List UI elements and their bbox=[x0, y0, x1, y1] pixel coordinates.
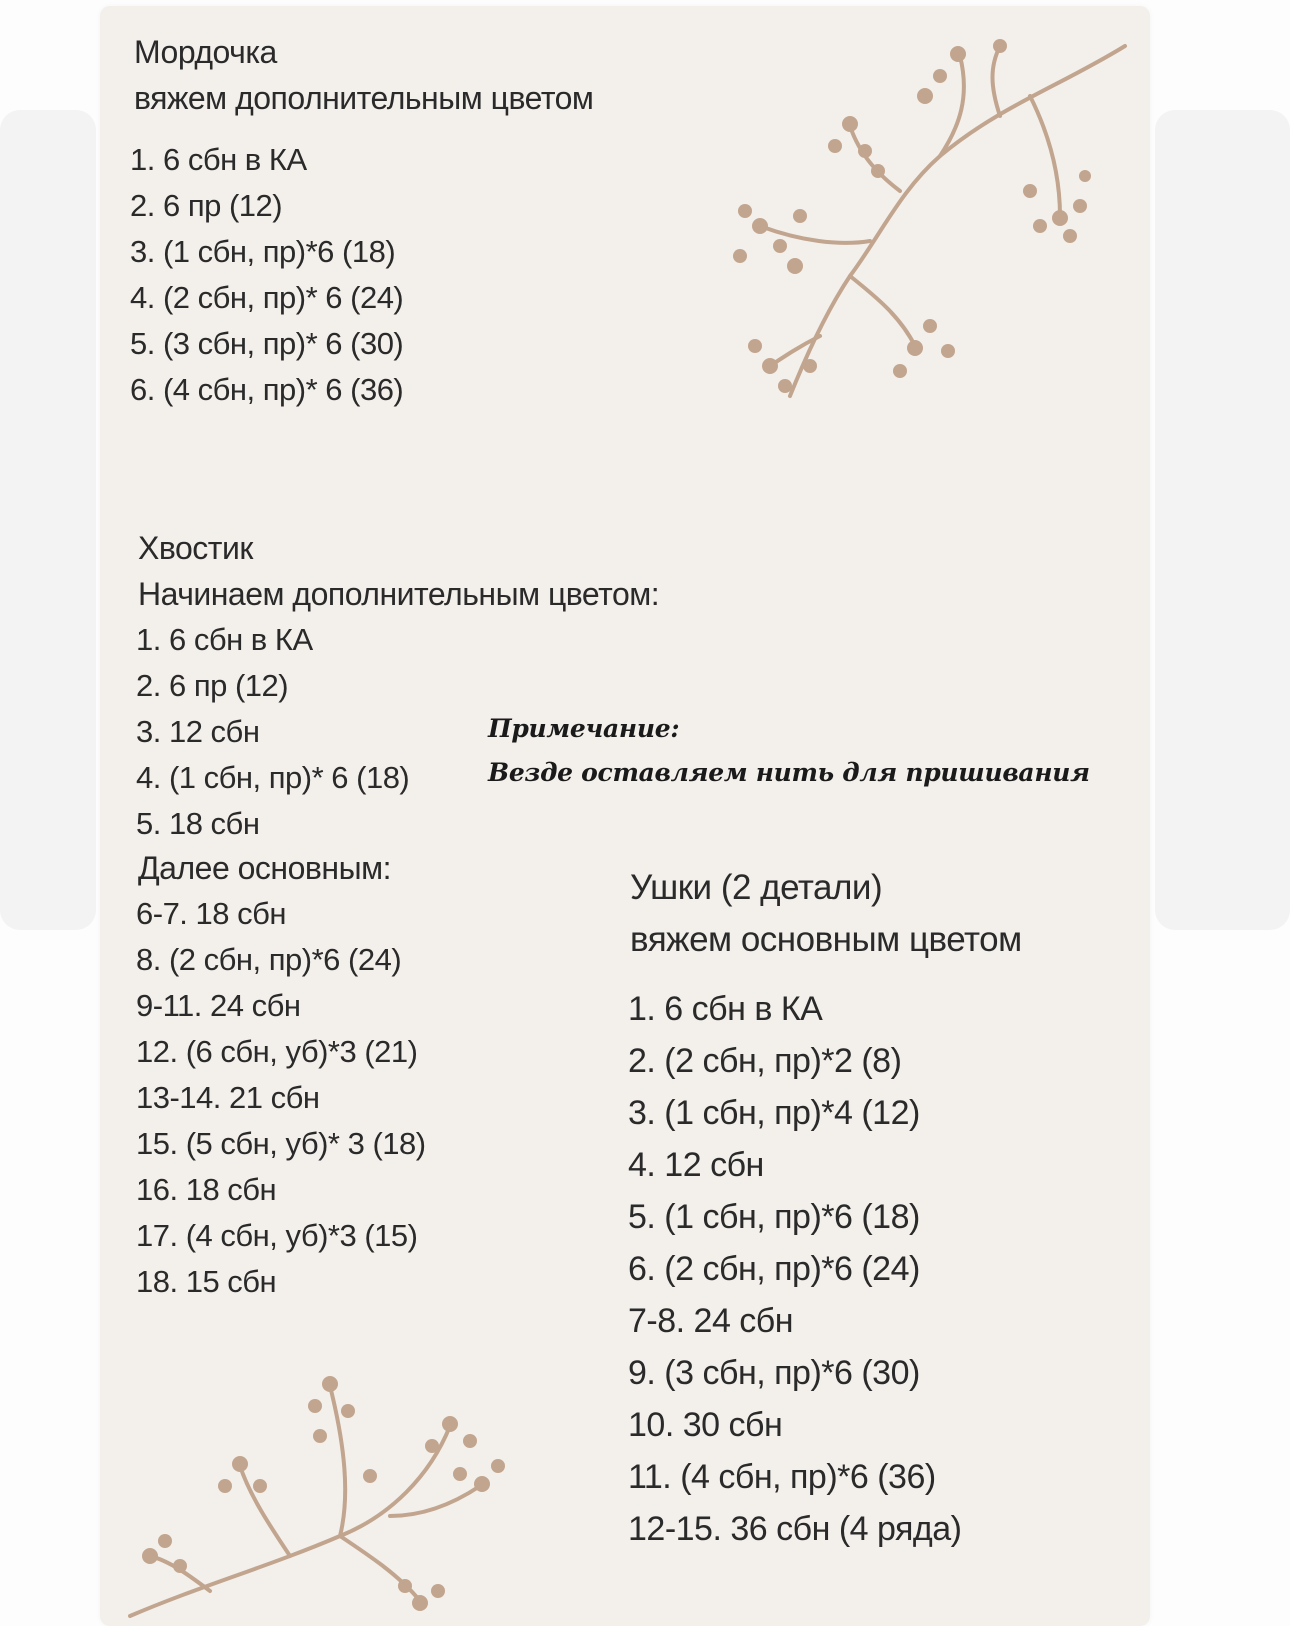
note-text: Везде оставляем нить для пришивания bbox=[488, 758, 1090, 787]
top-branch-icon bbox=[700, 26, 1130, 426]
list-item: 2. 6 пр (12) bbox=[136, 668, 289, 703]
background-panel-right bbox=[1155, 110, 1290, 930]
list-item: 9-11. 24 сбн bbox=[136, 988, 301, 1023]
list-item: 4. 12 сбн bbox=[628, 1146, 764, 1184]
list-item: 2. (2 сбн, пр)*2 (8) bbox=[628, 1042, 902, 1080]
list-item: 4. (1 сбн, пр)* 6 (18) bbox=[136, 760, 410, 795]
list-item: 18. 15 сбн bbox=[136, 1264, 277, 1299]
list-item: 5. 18 сбн bbox=[136, 806, 260, 841]
list-item: 3. (1 сбн, пр)*6 (18) bbox=[130, 234, 396, 269]
list-item: 6-7. 18 сбн bbox=[136, 896, 286, 931]
list-item: 5. (3 сбн, пр)* 6 (30) bbox=[130, 326, 404, 361]
list-item: 17. (4 сбн, уб)*3 (15) bbox=[136, 1218, 418, 1253]
list-item: 15. (5 сбн, уб)* 3 (18) bbox=[136, 1126, 426, 1161]
list-item: 4. (2 сбн, пр)* 6 (24) bbox=[130, 280, 404, 315]
list-item: 1. 6 сбн в КА bbox=[628, 990, 823, 1028]
list-item: 3. 12 сбн bbox=[136, 714, 260, 749]
tail-subtitle: Начинаем дополнительным цветом: bbox=[138, 576, 660, 612]
ears-title: Ушки (2 детали) bbox=[630, 868, 883, 907]
ears-subtitle: вяжем основным цветом bbox=[630, 920, 1022, 959]
list-item: 9. (3 сбн, пр)*6 (30) bbox=[628, 1354, 920, 1392]
list-item: 13-14. 21 сбн bbox=[136, 1080, 320, 1115]
list-item: 10. 30 сбн bbox=[628, 1406, 783, 1444]
list-item: 16. 18 сбн bbox=[136, 1172, 277, 1207]
list-item: 12. (6 сбн, уб)*3 (21) bbox=[136, 1034, 418, 1069]
list-item: 6. (4 сбн, пр)* 6 (36) bbox=[130, 372, 404, 407]
list-item: 7-8. 24 сбн bbox=[628, 1302, 794, 1340]
list-item: 5. (1 сбн, пр)*6 (18) bbox=[628, 1198, 920, 1236]
list-item: 11. (4 сбн, пр)*6 (36) bbox=[628, 1458, 936, 1496]
list-item: 2. 6 пр (12) bbox=[130, 188, 283, 223]
list-item: 1. 6 сбн в КА bbox=[136, 622, 313, 657]
list-item: 1. 6 сбн в КА bbox=[130, 142, 307, 177]
muzzle-subtitle: вяжем дополнительным цветом bbox=[134, 80, 594, 116]
pattern-card bbox=[100, 6, 1150, 1626]
list-item: 8. (2 сбн, пр)*6 (24) bbox=[136, 942, 402, 977]
muzzle-title: Мордочка bbox=[134, 34, 277, 70]
bottom-branch-icon bbox=[120, 1366, 550, 1626]
background-panel-left bbox=[0, 110, 96, 930]
list-item: 3. (1 сбн, пр)*4 (12) bbox=[628, 1094, 920, 1132]
note-label: Примечание: bbox=[488, 714, 680, 743]
list-item: 12-15. 36 сбн (4 ряда) bbox=[628, 1510, 962, 1548]
tail-title: Хвостик bbox=[138, 530, 253, 566]
tail-continue-label: Далее основным: bbox=[138, 850, 391, 886]
list-item: 6. (2 сбн, пр)*6 (24) bbox=[628, 1250, 920, 1288]
